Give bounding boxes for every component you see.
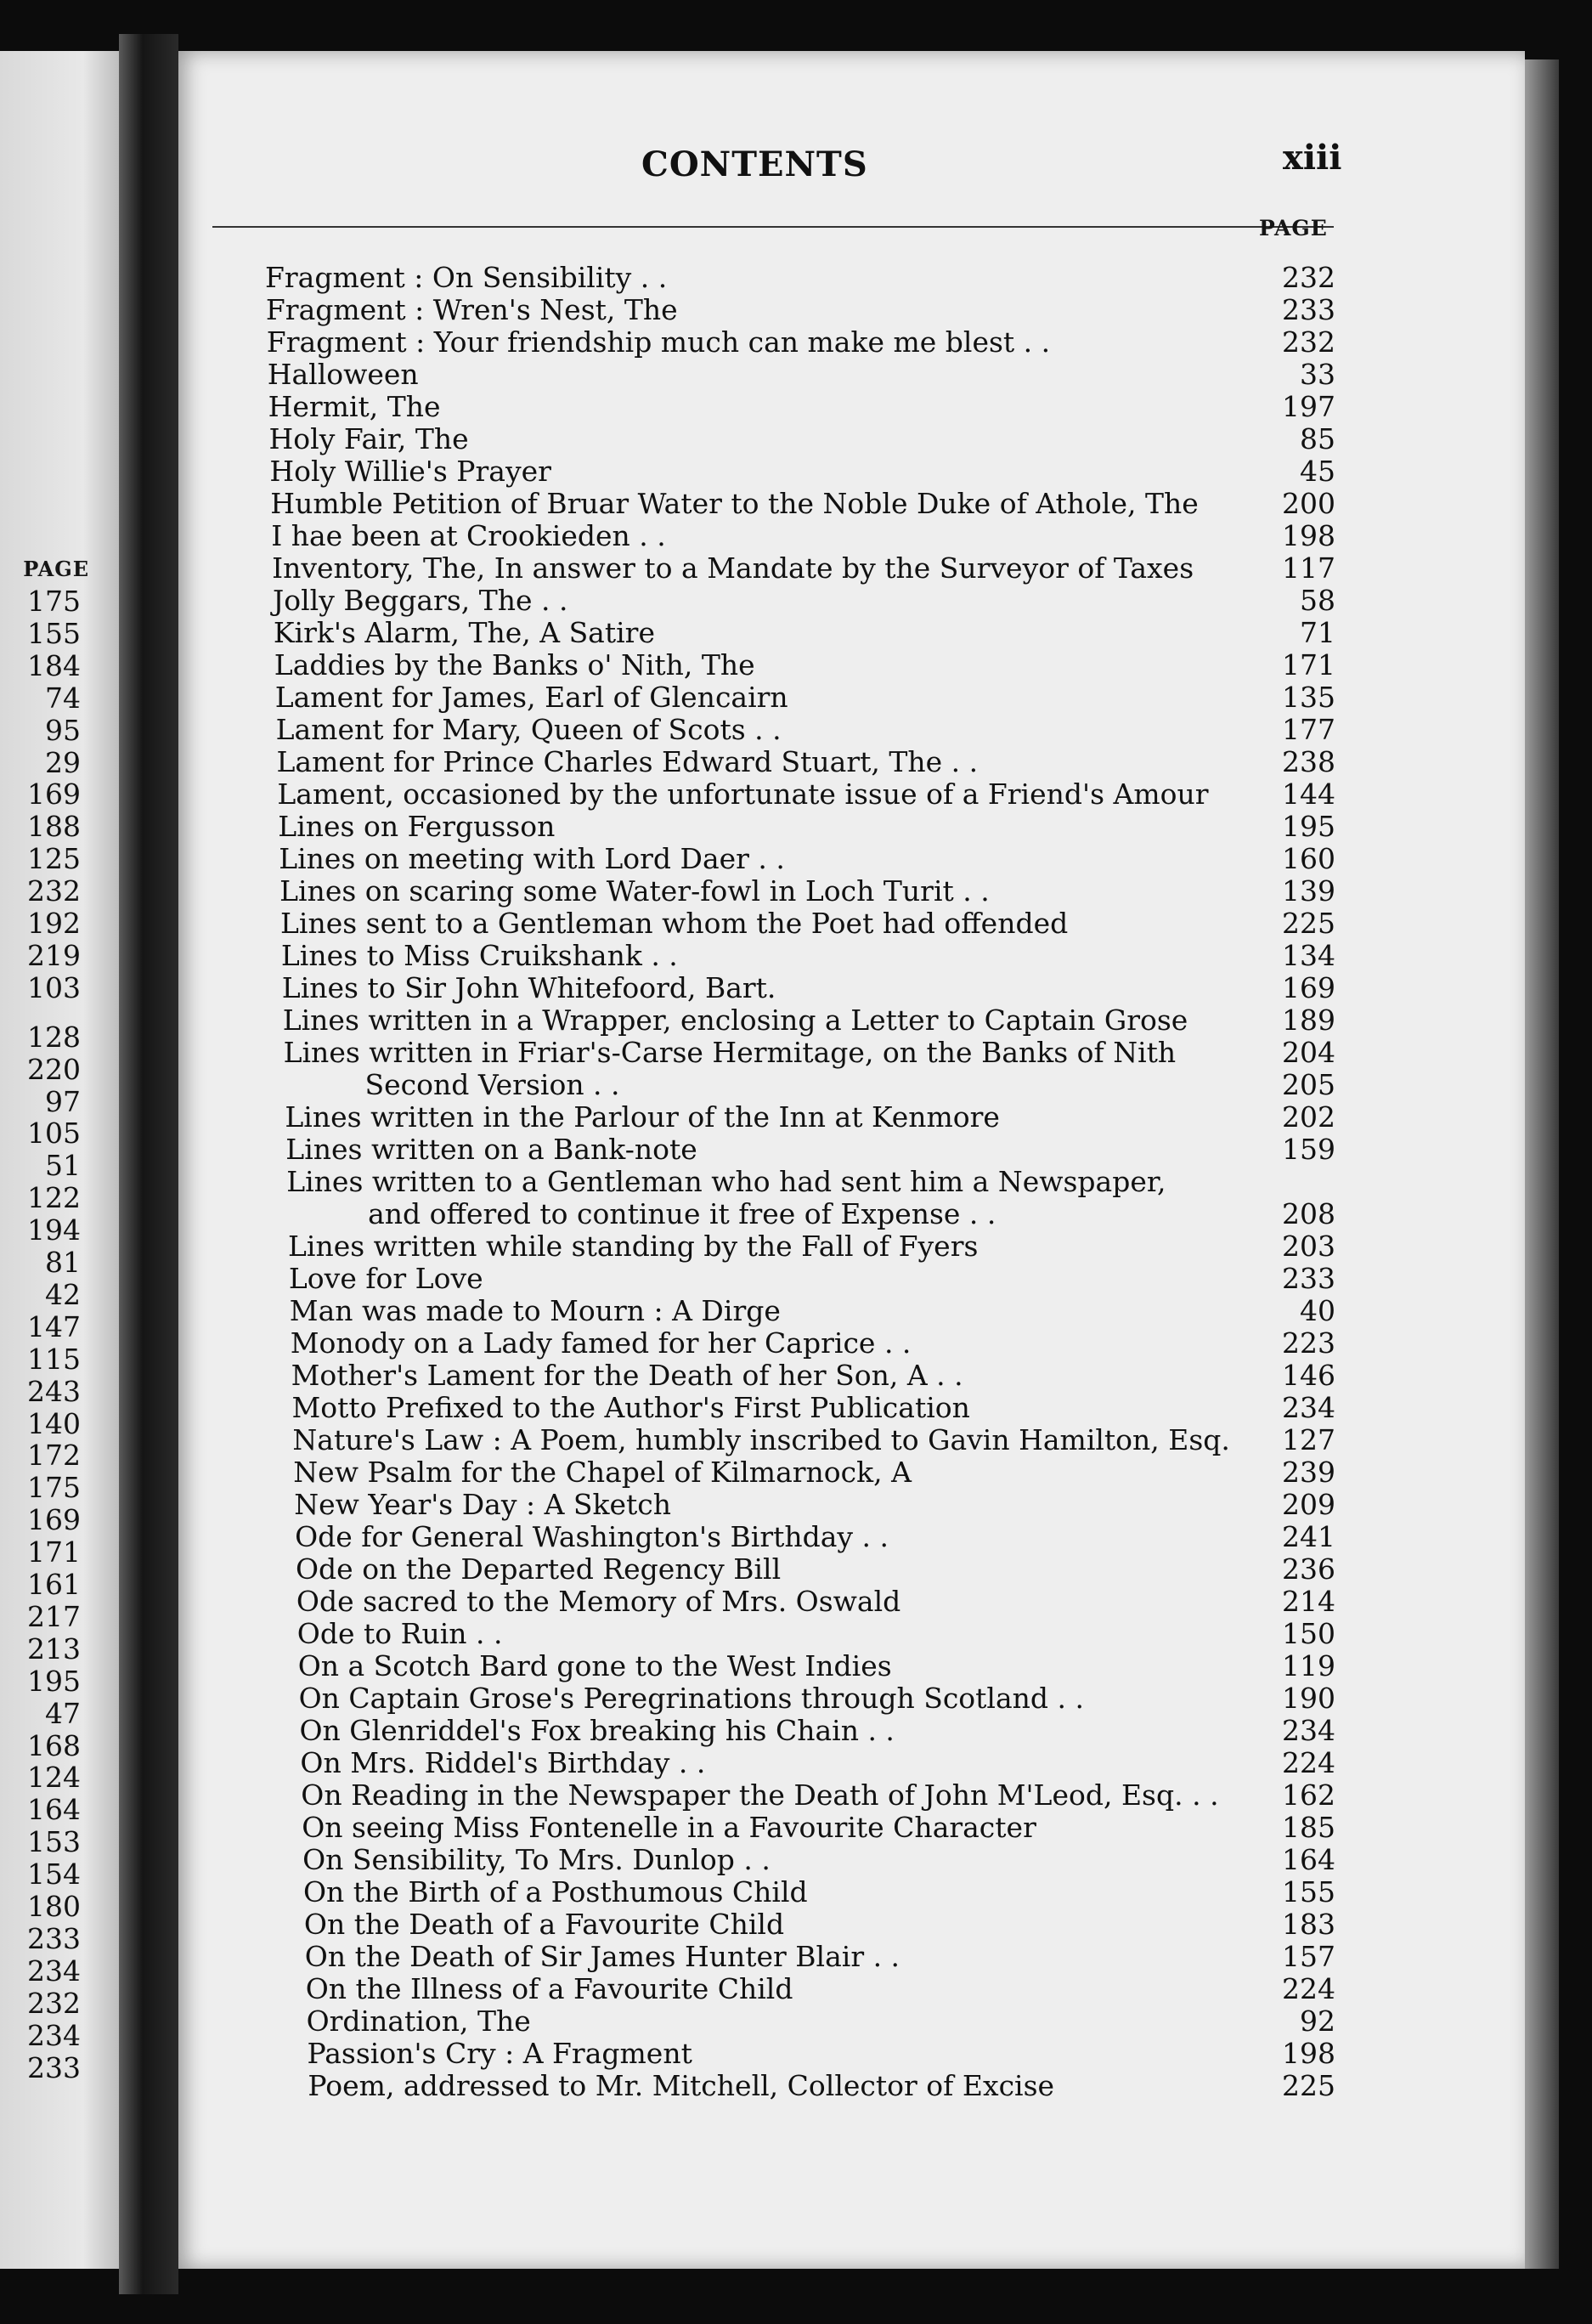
contents-entry [306, 1973, 1335, 2005]
entry-title: On Captain Grose's Peregrinations through Scotland . . [298, 1682, 1084, 1715]
contents-entry [293, 1456, 1335, 1489]
entry-title: Fragment : Wren's Nest, The [265, 293, 678, 326]
entry-page-number: 160 [1281, 842, 1335, 875]
left-page-number: 175 [27, 585, 81, 618]
entry-page-number: 177 [1281, 713, 1335, 746]
entry-title: New Psalm for the Chapel of Kilmarnock, A [293, 1456, 912, 1489]
book-gutter [119, 34, 178, 2294]
contents-entry [267, 326, 1335, 359]
contents-entry [308, 2070, 1335, 2102]
entry-page-number: 45 [1299, 455, 1335, 488]
left-page-number: 164 [27, 1793, 81, 1827]
entry-page-number: 225 [1281, 2069, 1335, 2102]
left-page-number: 125 [27, 842, 81, 876]
contents-entry [291, 1327, 1335, 1360]
left-page-number: 154 [27, 1858, 81, 1891]
contents-entry [289, 1263, 1335, 1295]
left-page-number: 194 [27, 1213, 81, 1247]
entry-title: Lament, occasioned by the unfortunate issue of a Friend's Amour [277, 777, 1209, 811]
entry-title: Passion's Cry : A Fragment [307, 2037, 692, 2070]
left-page-number: 81 [45, 1246, 81, 1279]
left-page-number: 42 [45, 1277, 81, 1311]
contents-entry [280, 908, 1335, 940]
entry-title: Lines on scaring some Water-fowl in Loch Turit . . [279, 874, 990, 908]
contents-entry [278, 811, 1335, 843]
left-page-number: 175 [27, 1471, 81, 1505]
left-page-number: 195 [27, 1664, 81, 1698]
contents-entry [277, 746, 1336, 778]
page-column-label: PAGE [1259, 216, 1328, 240]
entry-title: New Year's Day : A Sketch [294, 1488, 672, 1521]
entry-page-number: 234 [1282, 1391, 1335, 1424]
left-page-number: 188 [27, 810, 81, 844]
entry-title: Halloween [267, 358, 419, 391]
contents-entry [294, 1489, 1335, 1521]
left-page-number: 47 [45, 1696, 81, 1730]
contents-entry [291, 1360, 1335, 1392]
entry-page-number: 233 [1281, 1262, 1335, 1295]
entry-page-number: 58 [1300, 584, 1335, 617]
entry-title: Ode sacred to the Memory of Mrs. Oswald [296, 1585, 901, 1618]
left-page-number: 155 [27, 616, 81, 650]
header-rule [212, 226, 1334, 228]
contents-entry [285, 1134, 1335, 1166]
entry-page-number: 85 [1300, 422, 1335, 455]
entry-page-number: 127 [1281, 1423, 1335, 1456]
entry-title: Lament for James, Earl of Glencairn [274, 681, 788, 714]
entry-title: Second Version . . [364, 1068, 620, 1101]
contents-entry [288, 1230, 1335, 1263]
entry-title: Lines to Sir John Whitefoord, Bart. [281, 971, 776, 1004]
left-page-number: 234 [27, 2018, 81, 2052]
contents-entry [302, 1844, 1335, 1876]
entry-title: Laddies by the Banks o' Nith, The [274, 648, 755, 681]
entry-page-number: 159 [1281, 1133, 1335, 1166]
entry-page-number: 139 [1281, 874, 1335, 908]
contents-entry [368, 1198, 1335, 1230]
entry-page-number: 71 [1299, 616, 1335, 649]
left-page-number: 171 [27, 1535, 81, 1569]
entry-title: Motto Prefixed to the Author's First Publication [291, 1391, 970, 1424]
entry-title: Ode for General Washington's Birthday . . [295, 1520, 889, 1553]
entry-title: Hermit, The [268, 390, 441, 423]
left-page-number: 161 [27, 1568, 81, 1601]
left-page-number: 115 [27, 1342, 81, 1376]
contents-entry [275, 681, 1335, 714]
running-head-title: CONTENTS [641, 144, 868, 184]
contents-entry [274, 649, 1335, 681]
contents-entry [283, 1004, 1335, 1037]
entry-page-number: 157 [1281, 1940, 1335, 1973]
entry-title: Lines written while standing by the Fall of Fyers [288, 1230, 979, 1263]
entry-page-number: 162 [1281, 1778, 1335, 1812]
contents-entry [276, 714, 1335, 746]
entry-title: Lines on Fergusson [278, 810, 556, 843]
contents-entry [300, 1715, 1336, 1747]
entry-page-number: 236 [1282, 1552, 1335, 1586]
entry-page-number: 223 [1281, 1326, 1335, 1360]
entry-title: Ode on the Departed Regency Bill [296, 1552, 782, 1586]
entry-title: On the Death of a Favourite Child [303, 1908, 785, 1941]
entry-page-number: 204 [1281, 1036, 1335, 1069]
entry-page-number: 117 [1281, 551, 1335, 585]
left-page-number: 168 [27, 1728, 81, 1762]
entry-title: On Mrs. Riddel's Birthday . . [300, 1746, 706, 1779]
contents-entry [297, 1618, 1335, 1650]
contents-entry [295, 1521, 1335, 1553]
entry-page-number: 203 [1282, 1230, 1335, 1263]
left-page-number: 29 [45, 745, 81, 779]
entry-page-number: 92 [1299, 2005, 1335, 2038]
contents-entry [292, 1392, 1336, 1424]
left-page-number: 232 [27, 874, 81, 908]
entry-page-number: 209 [1281, 1488, 1335, 1521]
contents-entry [284, 1037, 1335, 1069]
entry-page-number: 224 [1281, 1746, 1335, 1779]
entry-page-number: 150 [1281, 1617, 1335, 1650]
left-page-number: 128 [27, 1020, 81, 1054]
page-edge-shadow [1525, 59, 1559, 2269]
left-page-number: 219 [27, 938, 81, 972]
contents-entry [266, 294, 1335, 326]
left-page-number: 192 [27, 907, 81, 940]
entry-title: Lines written in the Parlour of the Inn at Kenmore [285, 1100, 1000, 1134]
entry-title: Inventory, The, In answer to a Mandate by the Surveyor of Taxes [272, 551, 1194, 585]
entry-page-number: 189 [1281, 1004, 1335, 1037]
left-page-number: 180 [27, 1890, 81, 1923]
entry-page-number: 134 [1281, 939, 1335, 972]
entry-title: Nature's Law : A Poem, humbly inscribed to Gavin Hamilton, Esq. [292, 1423, 1230, 1456]
left-page-number: 233 [27, 2050, 81, 2084]
entry-page-number: 225 [1282, 907, 1335, 940]
entry-page-number: 146 [1281, 1359, 1335, 1392]
entry-title: Lines on meeting with Lord Daer . . [279, 842, 785, 875]
left-page-number: 220 [27, 1052, 81, 1086]
entry-title: On the Birth of a Posthumous Child [303, 1875, 808, 1908]
contents-entry [308, 2038, 1336, 2070]
left-page-column-label: PAGE [23, 557, 89, 581]
entry-title: On Reading in the Newspaper the Death of John M'Leod, Esq. . . [301, 1778, 1219, 1812]
contents-entry [301, 1779, 1335, 1812]
entry-title: Monody on a Lady famed for her Caprice . . [290, 1326, 912, 1360]
entry-title: Kirk's Alarm, The, A Satire [273, 616, 655, 649]
entry-page-number: 190 [1281, 1682, 1335, 1715]
entry-title: On Sensibility, To Mrs. Dunlop . . [302, 1843, 771, 1876]
entry-title: On seeing Miss Fontenelle in a Favourite Character [302, 1811, 1036, 1844]
left-page-number: 184 [27, 648, 81, 682]
contents-entry [298, 1650, 1335, 1682]
entry-title: Love for Love [288, 1262, 483, 1295]
entry-page-number: 205 [1282, 1068, 1335, 1101]
contents-entry [268, 391, 1335, 423]
contents-entry [268, 359, 1335, 391]
contents-entry [273, 585, 1335, 617]
entry-page-number: 232 [1282, 261, 1335, 294]
contents-entry [296, 1586, 1335, 1618]
contents-entry [365, 1069, 1336, 1101]
left-page-number: 105 [27, 1117, 81, 1151]
page-folio: xiii [1283, 138, 1342, 178]
entry-title: Lines to Miss Cruikshank . . [280, 939, 678, 972]
entry-title: Lines sent to a Gentleman whom the Poet had offended [280, 907, 1069, 940]
left-page-number: 233 [27, 1921, 81, 1955]
left-page-number: 169 [27, 1503, 81, 1537]
entry-title: Lines written in a Wrapper, enclosing a Letter to Captain Grose [282, 1004, 1188, 1037]
contents-entry [292, 1424, 1335, 1456]
entry-title: Lines written in Friar's-Carse Hermitage, on the Banks of Nith [283, 1036, 1177, 1069]
entry-page-number: 239 [1281, 1456, 1335, 1489]
entry-title: Man was made to Mourn : A Dirge [289, 1294, 781, 1327]
contents-entry [269, 423, 1336, 455]
left-page-number: 140 [27, 1406, 81, 1440]
entry-title: Ode to Ruin . . [296, 1617, 503, 1650]
contents-entry [300, 1747, 1335, 1779]
left-page-number: 213 [27, 1631, 81, 1665]
entry-page-number: 183 [1281, 1908, 1335, 1941]
left-page-number: 153 [27, 1825, 81, 1859]
entry-page-number: 164 [1281, 1843, 1335, 1876]
entry-page-number: 40 [1299, 1294, 1335, 1327]
left-page-number: 234 [27, 1954, 81, 1988]
contents-entry [285, 1101, 1335, 1134]
left-page-number: 124 [27, 1761, 81, 1795]
entry-title: Lines written to a Gentleman who had sent him a Newspaper, [286, 1165, 1166, 1198]
entry-title: and offered to continue it free of Expense . . [368, 1197, 996, 1230]
contents-entry [281, 940, 1335, 972]
entry-title: Fragment : On Sensibility . . [265, 261, 668, 294]
left-page-number: 172 [27, 1439, 81, 1473]
contents-entry [279, 843, 1335, 875]
contents-entry [304, 1908, 1335, 1941]
entry-title: On Glenriddel's Fox breaking his Chain . . [299, 1714, 895, 1747]
left-page-number: 169 [27, 777, 81, 811]
contents-entry [290, 1295, 1335, 1327]
entry-page-number: 197 [1281, 390, 1335, 423]
contents-entry [277, 778, 1335, 811]
contents-entry [305, 1941, 1335, 1973]
contents-entry [279, 875, 1335, 908]
entry-page-number: 224 [1281, 1972, 1335, 2005]
entry-page-number: 241 [1281, 1520, 1335, 1553]
entry-title: Lament for Mary, Queen of Scots . . [275, 713, 782, 746]
contents-entry [307, 2005, 1335, 2038]
entry-page-number: 214 [1281, 1585, 1335, 1618]
entry-title: Mother's Lament for the Death of her Son, A . . [291, 1359, 963, 1392]
left-page-number: 243 [27, 1374, 81, 1408]
entry-page-number: 234 [1282, 1714, 1335, 1747]
contents-entry [299, 1682, 1335, 1715]
entry-page-number: 198 [1281, 519, 1335, 552]
entry-title: Fragment : Your friendship much can make me blest . . [266, 325, 1051, 359]
entry-page-number: 202 [1281, 1100, 1335, 1134]
entry-title: Holy Willie's Prayer [269, 455, 551, 488]
entry-title: Poem, addressed to Mr. Mitchell, Collector of Excise [308, 2069, 1055, 2102]
contents-entry [272, 552, 1335, 585]
entry-page-number: 200 [1281, 487, 1335, 520]
contents-entry [271, 520, 1335, 552]
entry-title: Lines written on a Bank-note [285, 1133, 697, 1166]
left-page-number: 74 [45, 681, 81, 715]
entry-title: Ordination, The [306, 2005, 531, 2038]
left-page-number: 232 [27, 1986, 81, 2020]
left-page-number: 51 [45, 1149, 81, 1183]
entry-title: Lament for Prince Charles Edward Stuart, The . . [276, 745, 979, 778]
contents-entry [265, 262, 1335, 294]
entry-title: On the Illness of a Favourite Child [305, 1972, 793, 2005]
contents-entry [270, 488, 1335, 520]
contents-entry [274, 617, 1335, 649]
left-page-number: 217 [27, 1599, 81, 1633]
contents-entry [286, 1166, 1335, 1198]
left-page-number: 103 [27, 970, 81, 1004]
entry-title: Holy Fair, The [268, 422, 469, 455]
entry-page-number: 171 [1281, 648, 1335, 681]
contents-entry [303, 1876, 1335, 1908]
contents-entry [269, 455, 1335, 488]
entry-page-number: 233 [1281, 293, 1335, 326]
entry-page-number: 169 [1281, 971, 1335, 1004]
entry-page-number: 195 [1281, 810, 1335, 843]
entry-title: Jolly Beggars, The . . [273, 584, 568, 617]
entry-title: Humble Petition of Bruar Water to the Noble Duke of Athole, The [270, 487, 1199, 520]
contents-entry [282, 972, 1335, 1004]
left-page-number: 95 [45, 713, 81, 747]
entry-title: I hae been at Crookieden . . [271, 519, 666, 552]
left-page-number: 97 [45, 1084, 81, 1118]
left-page-number: 147 [27, 1309, 81, 1343]
entry-page-number: 185 [1281, 1811, 1335, 1844]
entry-page-number: 208 [1281, 1197, 1335, 1230]
left-page-number: 122 [27, 1181, 81, 1215]
entry-page-number: 238 [1282, 745, 1335, 778]
entry-page-number: 33 [1299, 358, 1335, 391]
entry-page-number: 232 [1281, 325, 1335, 359]
entry-page-number: 144 [1281, 777, 1335, 811]
entry-title: On a Scotch Bard gone to the West Indies [297, 1649, 892, 1682]
entry-page-number: 198 [1282, 2037, 1335, 2070]
entry-page-number: 155 [1282, 1875, 1335, 1908]
entry-page-number: 119 [1281, 1649, 1335, 1682]
contents-entry [302, 1812, 1335, 1844]
contents-entry [296, 1553, 1335, 1586]
entry-page-number: 135 [1281, 681, 1335, 714]
entry-title: On the Death of Sir James Hunter Blair . . [304, 1940, 900, 1973]
